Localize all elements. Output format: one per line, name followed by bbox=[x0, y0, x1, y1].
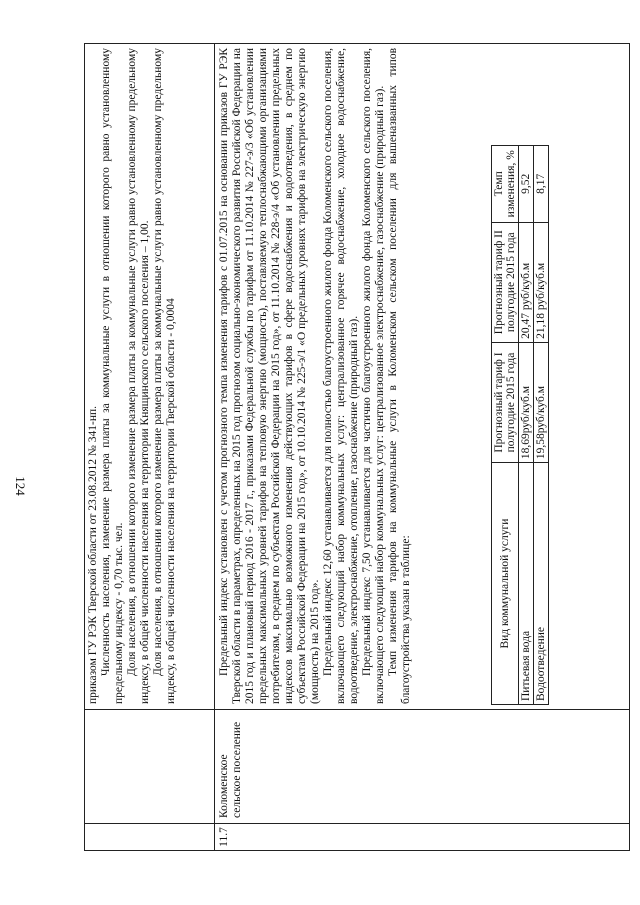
cell-tariff-h2: 20,47 руб/куб.м bbox=[519, 222, 534, 342]
tariff-header-row bbox=[492, 146, 519, 705]
cell-change-rate: 8,17 bbox=[534, 146, 549, 223]
cell-tariff-h2: 21,18 руб/куб.м bbox=[534, 222, 549, 342]
column-divider bbox=[85, 823, 629, 824]
paragraph-4: Темп изменения тарифов на коммунальные услуги в Коломенском сельском поселении для вышеназванных типов благоустройства указан в таблице: bbox=[387, 48, 412, 704]
header-tariff-h1: Прогнозный тариф I полугодие 2015 года bbox=[492, 342, 519, 462]
row-number: 11.7 bbox=[218, 827, 230, 847]
main-table bbox=[84, 43, 630, 851]
municipality-name: Коломенское сельское поселение bbox=[218, 721, 243, 818]
prev-line-1: приказом ГУ РЭК Тверской области от 23.08.2012 № 341-нп. bbox=[87, 405, 99, 704]
cell-tariff-h1: 18,69руб/куб.м bbox=[519, 342, 534, 462]
rotated-table-page bbox=[84, 43, 630, 851]
cell-change-rate: 9,52 bbox=[519, 146, 534, 223]
table-row bbox=[519, 146, 534, 705]
paragraph-3: Предельный индекс 7,50 устанавливается для частично благоустроенного жилого фонда Коломенского сельского поселения, включающего следующий набор коммунальных услуг: централизованное электроснабжение, газоснабжение (природный газ). bbox=[361, 48, 386, 704]
cell-tariff-h1: 19,58руб/куб.м bbox=[534, 342, 549, 462]
row-117-text bbox=[216, 44, 415, 708]
paragraph-2: Предельный индекс 12,60 устанавливается для полностью благоустроенного жилого фонда Коломенского сельского поселения, включающего следующий набор коммунальных услуг: централизованное горячее водоснабжение, холодное водоснабжение, водоотведение, электроснабжение, отопление, газоснабжение (природный газ). bbox=[322, 48, 360, 704]
cell-service: Водоотведение bbox=[534, 463, 549, 705]
tariff-table bbox=[491, 145, 549, 705]
page-number: 124 bbox=[13, 476, 28, 496]
prev-paragraph-3: Доля населения, в отношении которого изменение размера платы за коммунальные услуги равно установленному предельному индексу, в общей численности населения на территории Княщинского сельского поселения – 1,00. bbox=[126, 48, 151, 704]
table-row bbox=[534, 146, 549, 705]
prev-paragraph-4: Доля населения, в отношении которого изменение размера платы за коммунальные услуги равно установленному предельному индексу, в общей численности населения на территории Тверской области - 0,0004 bbox=[152, 48, 177, 704]
prev-paragraph-2: Численность населения, изменение размера платы за коммунальные услуги в отношении которого равно установленному предельному индексу - 0,70 тыс. чел. bbox=[100, 48, 125, 704]
paragraph-1: Предельный индекс установлен с учетом прогнозного темпа изменения тарифов с 01.07.2015 на основании приказов ГУ РЭК Тверской области в параметрах, определенных на 2015 год прогнозом социально-экономического развития Российской Федерации на 2015 год и плановый период 2016 - 2017 г., приказами Федеральной службы по тарифам от 11.10.2014 № 227-э/3 «Об установлении предельных максимальных уровней тарифов на тепловую энергию (мощность), поставляемую теплоснабжающими организациями потребителям, в среднем по субъектам Российской Федерации на 2015 год», от 11.10.2014 № 228-э/4 «Об установлении предельных индексов максимально возможного изменения действующих тарифов в сфере водоснабжения и водоотведения, в среднем по субъектам Российской Федерации на 2015 год», от 10.10.2014 № 225-э/1 «О предельных уровнях тарифов на электрическую энергию (мощность) на 2015 год». bbox=[218, 48, 321, 704]
header-tariff-h2: Прогнозный тариф II полугодие 2015 года bbox=[492, 222, 519, 342]
column-divider bbox=[85, 709, 629, 710]
header-change-rate: Темп изменения, % bbox=[492, 146, 519, 223]
previous-row-text bbox=[85, 44, 180, 708]
cell-service: Питьевая вода bbox=[519, 463, 534, 705]
header-service: Вид коммунальной услуги bbox=[492, 463, 519, 705]
